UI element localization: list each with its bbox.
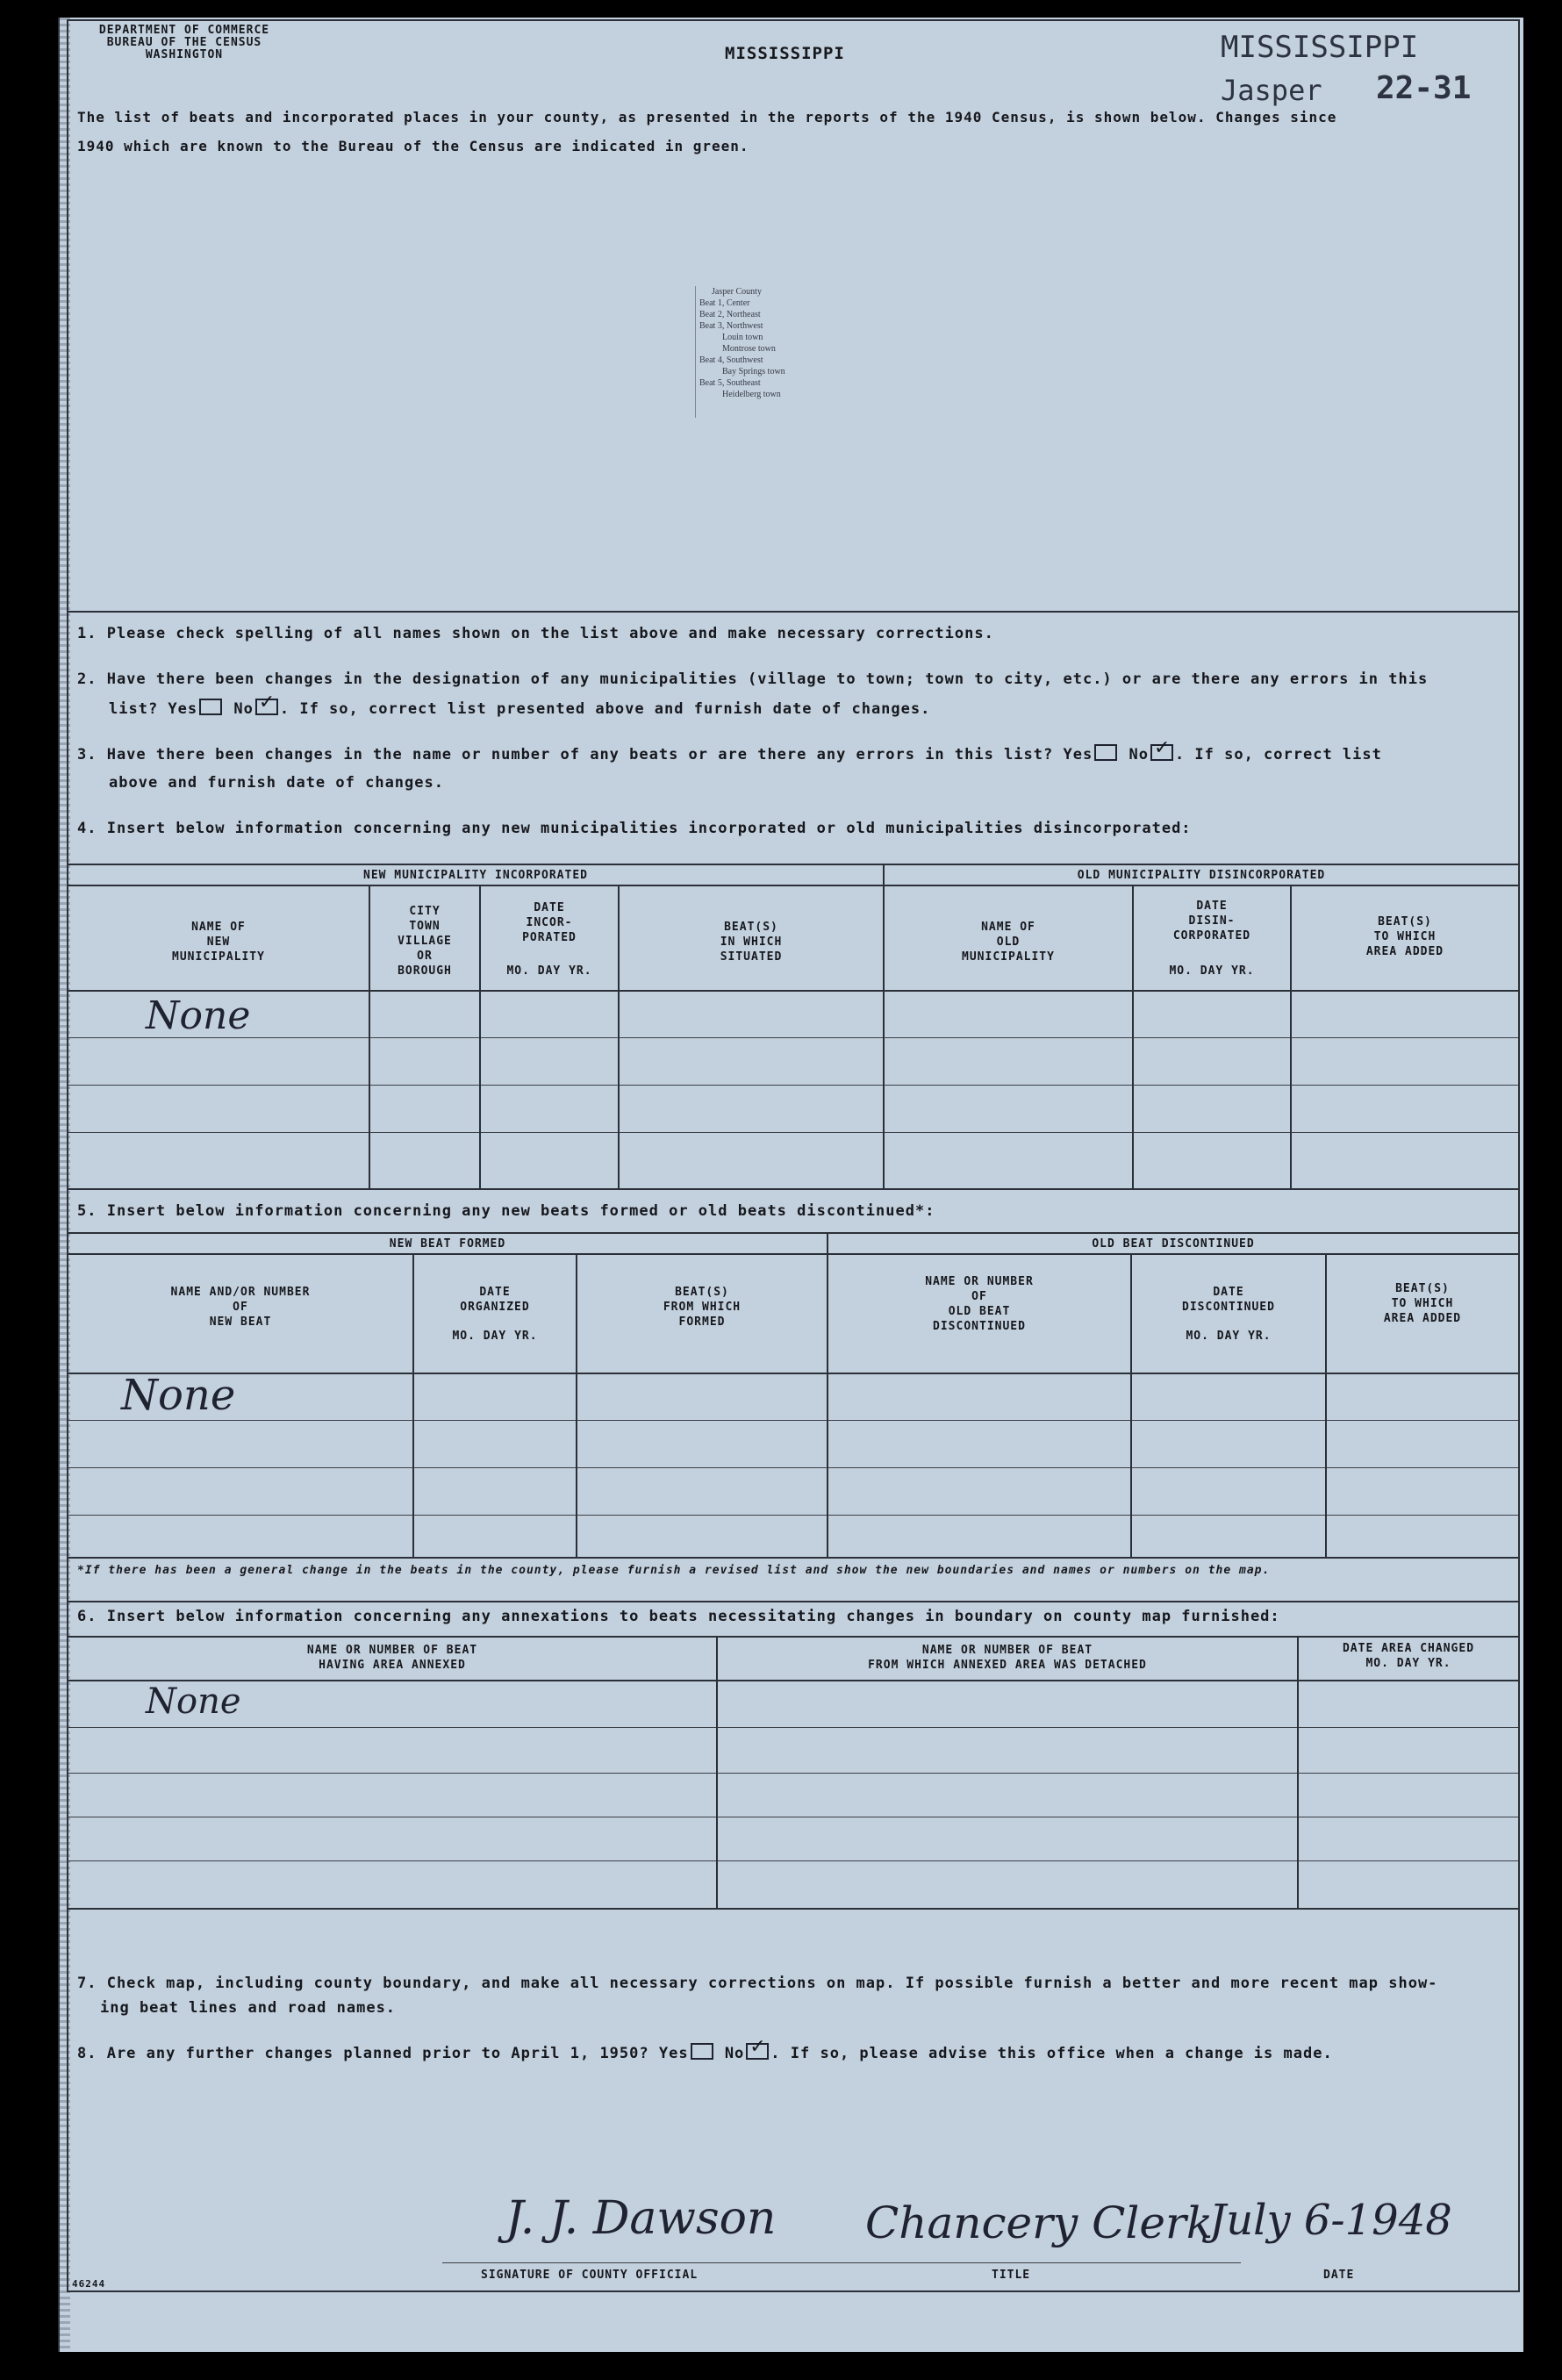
stamp-state: MISSISSIPPI xyxy=(1221,30,1419,65)
t6-col-beat-annexed: NAME OR NUMBER OF BEAT HAVING AREA ANNEXED xyxy=(306,1644,478,1672)
divider xyxy=(68,1232,1518,1234)
divider xyxy=(68,864,1518,865)
title-text: Chancery Clerk xyxy=(865,2197,1214,2248)
q8-yes-label: 8. Are any further changes planned prior to April 1, 1950? Yes xyxy=(77,2045,689,2062)
row-line xyxy=(68,1037,1518,1038)
q2-no-checkbox[interactable] xyxy=(255,699,278,715)
county-list-item: Beat 4, Southwest xyxy=(699,355,763,365)
state-title: MISSISSIPPI xyxy=(725,44,845,63)
divider xyxy=(68,1680,1518,1681)
agency-line-1: DEPARTMENT OF COMMERCE xyxy=(98,24,270,37)
row-line xyxy=(68,1467,1518,1468)
t4-col-old-name: NAME OF OLD MUNICIPALITY xyxy=(962,921,1055,964)
t6-entry-none: None xyxy=(146,1681,241,1722)
question-1: 1. Please check spelling of all names shown on the list above and make necessary corrections. xyxy=(77,625,994,642)
row-line xyxy=(68,1132,1518,1133)
t5-col-date-discontinued-sub: MO. DAY YR. xyxy=(1186,1330,1272,1343)
q3-instruction: . If so, correct list xyxy=(1174,746,1382,763)
question-7-line-2: ing beat lines and road names. xyxy=(100,1999,397,2017)
question-8 xyxy=(77,2043,1333,2062)
t5-col-date-discontinued: DATE DISCONTINUED xyxy=(1182,1286,1275,1314)
county-list-item: Montrose town xyxy=(722,344,776,354)
county-list-item: Beat 5, Southeast xyxy=(699,378,761,388)
t4-col-date-incorporated: DATE INCOR- PORATED xyxy=(522,901,577,944)
date-text: July 6-1948 xyxy=(1209,2196,1452,2245)
q3-no-checkbox[interactable] xyxy=(1150,744,1173,761)
t6-col-date-changed: DATE AREA CHANGED MO. DAY YR. xyxy=(1342,1642,1475,1670)
agency-block xyxy=(70,25,298,61)
county-list-item: Beat 3, Northwest xyxy=(699,321,763,331)
divider xyxy=(68,990,1518,992)
t4-col-type: CITY TOWN VILLAGE OR BOROUGH xyxy=(398,905,452,978)
t4-col-date-disincorporated-sub: MO. DAY YR. xyxy=(1169,964,1255,978)
row-line xyxy=(68,1860,1518,1861)
t4-col-beats-added: BEAT(S) TO WHICH AREA ADDED xyxy=(1365,915,1444,958)
divider xyxy=(68,1188,1518,1190)
t4-col-beats-situated: BEAT(S) IN WHICH SITUATED xyxy=(720,921,783,964)
t5-col-beats-formed: BEAT(S) FROM WHICH FORMED xyxy=(663,1286,742,1329)
divider xyxy=(68,1557,1518,1559)
q2-instruction: . If so, correct list presented above and furnish date of changes. xyxy=(279,700,931,718)
county-list-title: Jasper County xyxy=(712,287,762,297)
t6-col-beat-detached: NAME OR NUMBER OF BEAT FROM WHICH ANNEXED AREA WAS DETACHED xyxy=(868,1644,1147,1672)
county-list-item: Louin town xyxy=(722,333,763,342)
t5-col-old-beat: NAME OR NUMBER OF OLD BEAT DISCONTINUED xyxy=(925,1275,1034,1333)
question-2-line-2 xyxy=(109,699,930,718)
county-list-item: Heidelberg town xyxy=(722,390,781,399)
signature-line xyxy=(442,2262,1241,2263)
q2-yes-label: list? Yes xyxy=(109,700,198,718)
agency-line-3: WASHINGTON xyxy=(145,48,224,61)
column-line xyxy=(883,864,885,1188)
t4-col-date-disincorporated: DATE DISIN- CORPORATED xyxy=(1172,900,1251,943)
question-3-line-2: above and furnish date of changes. xyxy=(109,774,444,792)
t5-col-beats-added: BEAT(S) TO WHICH AREA ADDED xyxy=(1383,1282,1462,1325)
question-5: 5. Insert below information concerning any new beats formed or old beats discontinued*: xyxy=(77,1202,935,1220)
q8-no-checkbox[interactable] xyxy=(746,2043,769,2060)
q2-no-label: No xyxy=(233,700,254,718)
intro-line-2: 1940 which are known to the Bureau of the Census are indicated in green. xyxy=(77,138,749,154)
t4-entry-none: None xyxy=(146,993,251,1038)
signature-text: J. J. Dawson xyxy=(505,2192,777,2245)
form-number: 46244 xyxy=(72,2278,106,2290)
divider xyxy=(68,1601,1518,1602)
intro-line-1: The list of beats and incorporated places in your county, as presented in the reports of the 1940 Census, is shown below. Changes since xyxy=(77,109,1337,125)
county-list-item: Bay Springs town xyxy=(722,367,785,376)
table5-footnote: *If there has been a general change in the beats in the county, please furnish a revised list and show the new boundaries and names or numbers on the map. xyxy=(77,1564,1271,1577)
date-label: DATE xyxy=(1323,2269,1355,2282)
q3-no-label: No xyxy=(1129,746,1149,763)
q8-yes-checkbox[interactable] xyxy=(691,2043,713,2060)
t4-col-new-name: NAME OF NEW MUNICIPALITY xyxy=(172,921,265,964)
divider xyxy=(68,611,1518,613)
county-list-item: Beat 1, Center xyxy=(699,298,750,308)
row-line xyxy=(68,1727,1518,1728)
t5-entry-none: None xyxy=(121,1371,236,1420)
t5-col-new-beat: NAME AND/OR NUMBER OF NEW BEAT xyxy=(170,1286,311,1329)
stamp-county: Jasper xyxy=(1221,74,1322,107)
t4-col-date-incorporated-sub: MO. DAY YR. xyxy=(506,964,592,978)
row-line xyxy=(68,1773,1518,1774)
divider xyxy=(68,1908,1518,1910)
county-list xyxy=(695,286,885,418)
t5-group-new: NEW BEAT FORMED xyxy=(389,1237,506,1251)
q3-yes-label: 3. Have there been changes in the name or number of any beats or are there any errors in this list? Yes xyxy=(77,746,1093,763)
stamp-code: 22-31 xyxy=(1376,70,1472,106)
divider xyxy=(68,1373,1518,1374)
question-4: 4. Insert below information concerning any new municipalities incorporated or old municipalities disincorporated: xyxy=(77,820,1192,837)
divider xyxy=(68,1636,1518,1638)
q8-no-label: No xyxy=(724,2045,745,2062)
t4-group-old: OLD MUNICIPALITY DISINCORPORATED xyxy=(1077,869,1326,882)
column-line xyxy=(716,1636,718,1908)
q3-yes-checkbox[interactable] xyxy=(1094,744,1117,761)
column-line xyxy=(1297,1636,1299,1908)
signature-label: SIGNATURE OF COUNTY OFFICIAL xyxy=(481,2269,699,2282)
row-line xyxy=(68,1515,1518,1516)
census-form xyxy=(67,19,1520,2292)
title-label: TITLE xyxy=(992,2269,1031,2282)
t5-col-date-organized: DATE ORGANIZED xyxy=(460,1286,530,1314)
row-line xyxy=(68,1420,1518,1421)
t5-col-date-organized-sub: MO. DAY YR. xyxy=(452,1330,538,1343)
t5-group-old: OLD BEAT DISCONTINUED xyxy=(1092,1237,1255,1251)
agency-line-2: BUREAU OF THE CENSUS xyxy=(106,36,262,49)
t4-group-new: NEW MUNICIPALITY INCORPORATED xyxy=(363,869,588,882)
question-7-line-1: 7. Check map, including county boundary, and make all necessary corrections on map. If possible furnish a better and more recent map show- xyxy=(77,1975,1438,1992)
q8-instruction: . If so, please advise this office when a change is made. xyxy=(770,2045,1333,2062)
question-3-line-1 xyxy=(77,744,1382,763)
row-line xyxy=(68,1085,1518,1086)
question-6: 6. Insert below information concerning any annexations to beats necessitating changes in boundary on county map furnished: xyxy=(77,1608,1280,1625)
county-list-item: Beat 2, Northeast xyxy=(699,310,761,319)
q2-yes-checkbox[interactable] xyxy=(199,699,222,715)
divider xyxy=(68,885,1518,886)
question-2-line-1: 2. Have there been changes in the designation of any municipalities (village to town; town to city, etc.) or are there any errors in this xyxy=(77,670,1429,688)
divider xyxy=(68,1253,1518,1255)
